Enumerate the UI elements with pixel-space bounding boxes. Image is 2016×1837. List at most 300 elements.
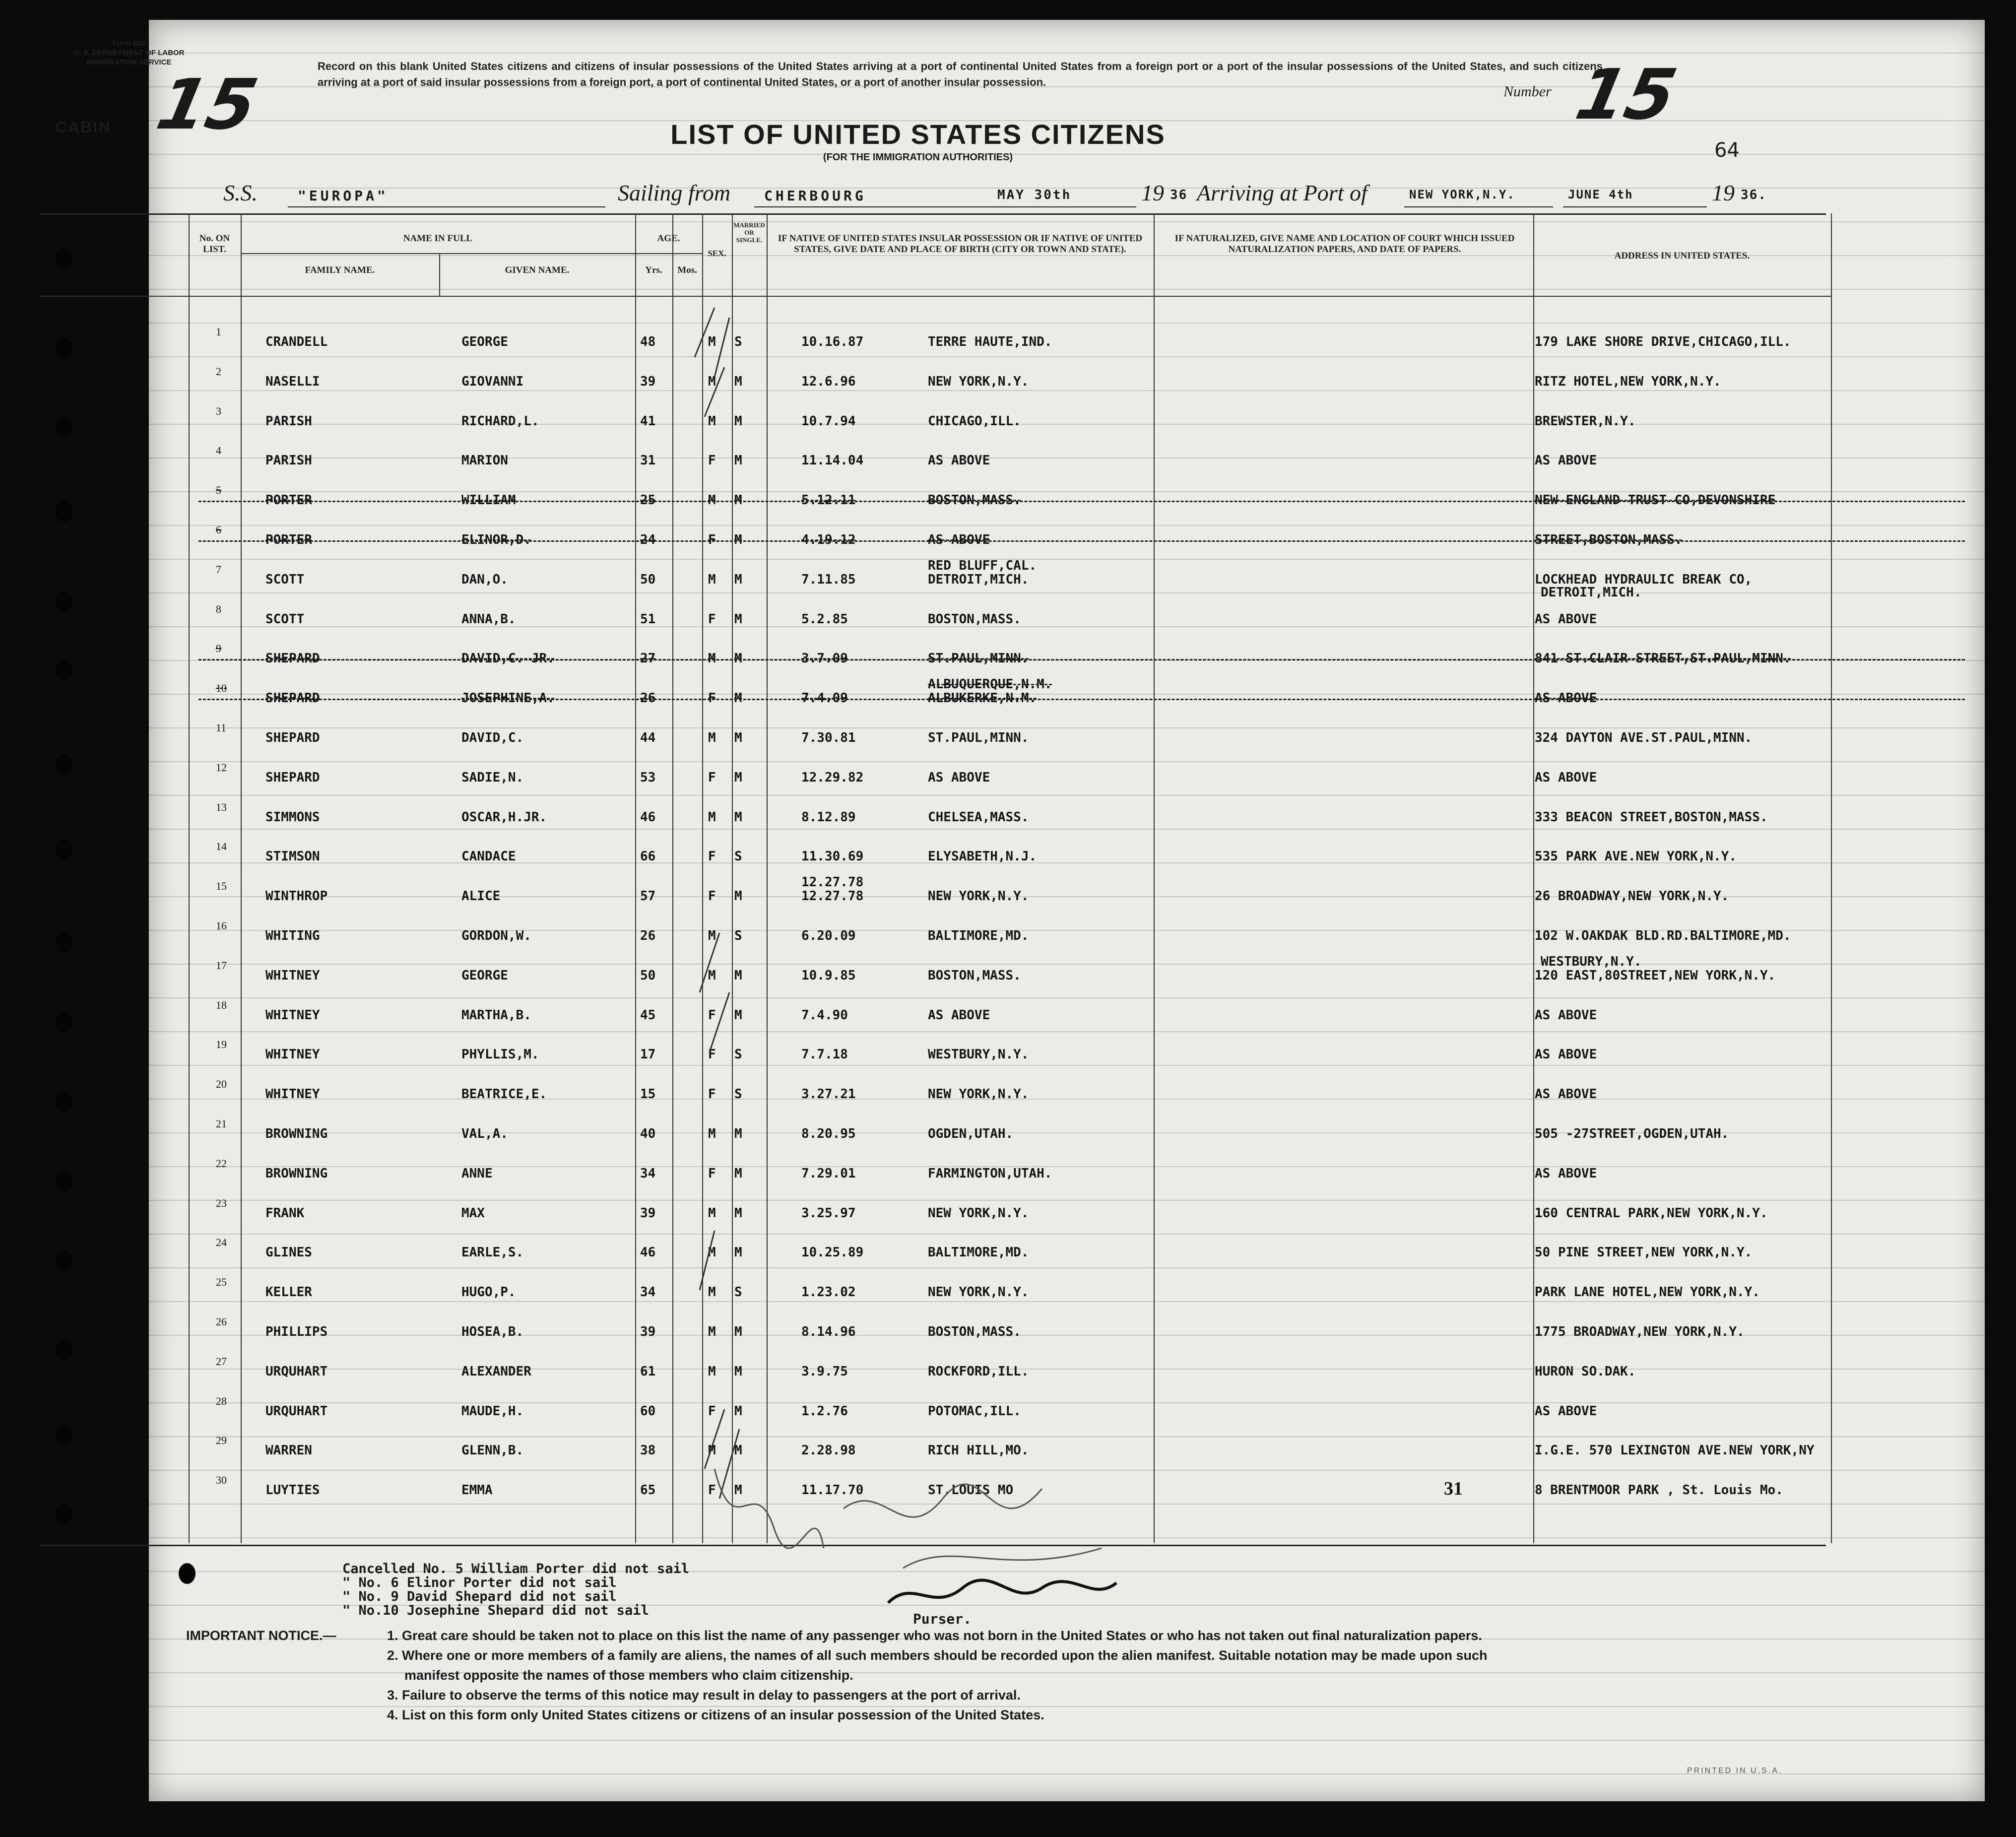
departure-date: MAY 30th	[997, 188, 1072, 202]
birth-place: NEW YORK,N.Y.	[928, 1285, 1029, 1300]
given-name: ANNA,B.	[461, 611, 516, 627]
sex: F	[708, 1007, 716, 1023]
given-name: WILLIAM	[461, 493, 516, 508]
form-identifier	[45, 39, 213, 67]
age-years: 26	[640, 691, 656, 706]
birth-place: WESTBURY,N.Y.	[928, 1047, 1029, 1062]
birth-place: CHICAGO,ILL.	[928, 413, 1021, 429]
table-row	[40, 525, 1826, 562]
family-name: SIMMONS	[265, 809, 320, 825]
header-given-name: GIVEN NAME.	[505, 265, 570, 275]
table-row	[40, 1158, 1826, 1196]
birth-date: 1.2.76	[801, 1403, 848, 1419]
header-divider	[635, 253, 702, 254]
given-name: HUGO,P.	[461, 1285, 516, 1300]
cancellation-line: " No. 9 David Shepard did not sail	[342, 1589, 617, 1604]
marital-status: M	[734, 1364, 742, 1379]
family-name: PARISH	[265, 413, 312, 429]
sex: M	[708, 1285, 716, 1300]
year-prefix: 19	[1712, 180, 1735, 205]
family-name: LUYTIES	[265, 1483, 320, 1498]
family-name: WHITING	[265, 928, 320, 943]
table-row	[40, 366, 1826, 404]
family-name: FRANK	[265, 1205, 305, 1221]
age-years: 39	[640, 374, 656, 389]
age-years: 31	[640, 453, 656, 468]
marital-status: M	[734, 1007, 742, 1023]
marital-status: M	[734, 770, 742, 785]
table-row	[40, 1000, 1826, 1038]
row-number: 29	[216, 1434, 227, 1447]
sex: M	[708, 1443, 716, 1458]
sex: F	[708, 770, 716, 785]
header-no-on-list: No. ON LIST.	[199, 233, 230, 255]
page-title: LIST OF UNITED STATES CITIZENS	[670, 119, 1166, 150]
family-name: WHITNEY	[265, 1007, 320, 1023]
age-years: 24	[640, 532, 656, 547]
given-name: GORDON,W.	[461, 928, 531, 943]
birth-date: 5.2.85	[801, 611, 848, 627]
birth-date: 11.17.70	[801, 1483, 864, 1498]
address: PARK LANE HOTEL,NEW YORK,N.Y.	[1535, 1285, 1760, 1300]
row-number: 5	[216, 484, 221, 497]
birth-date: 11.14.04	[801, 453, 864, 468]
address: AS ABOVE	[1535, 1166, 1597, 1181]
table-row	[40, 1316, 1826, 1354]
birth-place: NEW YORK,N.Y.	[928, 1205, 1029, 1221]
cancelled-strikethrough	[198, 501, 1965, 502]
marital-status: M	[734, 1126, 742, 1141]
column-divider	[1831, 213, 1832, 1543]
birth-date: 8.12.89	[801, 809, 856, 825]
ss-label: S.S.	[223, 180, 258, 205]
birth-place: BALTIMORE,MD.	[928, 1245, 1029, 1260]
birth-place: BALTIMORE,MD.	[928, 928, 1029, 943]
sex: M	[708, 730, 716, 745]
table-row	[40, 677, 1826, 721]
address: STREET,BOSTON,MASS.	[1535, 532, 1683, 547]
row-number: 1	[216, 326, 221, 338]
address: 8 BRENTMOOR PARK , St. Louis Mo.	[1535, 1483, 1783, 1498]
marital-status: M	[734, 1166, 742, 1181]
birth-date: 3.25.97	[801, 1205, 856, 1221]
row-number: 3	[216, 404, 221, 417]
address: RITZ HOTEL,NEW YORK,N.Y.	[1535, 374, 1721, 389]
given-name: DAVID,C.	[461, 730, 524, 745]
family-name: PARISH	[265, 453, 312, 468]
table-row	[40, 1237, 1826, 1275]
age-years: 17	[640, 1047, 656, 1062]
address: LOCKHEAD HYDRAULIC BREAK CO,	[1535, 572, 1753, 587]
given-name: PHYLLIS,M.	[461, 1047, 539, 1062]
header-name-in-full: NAME IN FULL	[403, 233, 473, 244]
marital-status: S	[734, 1047, 742, 1062]
marital-status: M	[734, 968, 742, 983]
family-name: KELLER	[265, 1285, 312, 1300]
marital-status: M	[734, 413, 742, 429]
sailing-line	[69, 180, 1766, 209]
age-years: 25	[640, 493, 656, 508]
check-marks	[685, 288, 784, 1499]
address: I.G.E. 570 LEXINGTON AVE.NEW YORK,NY	[1535, 1443, 1815, 1458]
table-row	[40, 1356, 1826, 1394]
row-number: 8	[216, 602, 221, 615]
address-line-2: DETROIT,MICH.	[1541, 585, 1642, 600]
marital-status: M	[734, 730, 742, 745]
birth-place: DETROIT,MICH.	[928, 572, 1029, 587]
family-name: WINTHROP	[265, 889, 328, 904]
given-name: JOSEPHINE,A.	[461, 691, 555, 706]
given-name: ANNE	[461, 1166, 493, 1181]
sex: F	[708, 611, 716, 627]
table-row	[40, 920, 1826, 958]
cabin-number: 15	[150, 65, 264, 145]
arrival-date: JUNE 4th	[1568, 188, 1633, 201]
family-name: PORTER	[265, 532, 312, 547]
birth-place: AS ABOVE	[928, 453, 990, 468]
sex: M	[708, 928, 716, 943]
birth-date: 2.28.98	[801, 1443, 856, 1458]
sex: F	[708, 1047, 716, 1062]
given-name: CANDACE	[461, 849, 516, 864]
age-years: 57	[640, 889, 656, 904]
table-row	[40, 1118, 1826, 1156]
given-name: GEORGE	[461, 334, 508, 349]
age-years: 61	[640, 1364, 656, 1379]
family-name: WARREN	[265, 1443, 312, 1458]
address: AS ABOVE	[1535, 1047, 1597, 1062]
cancellation-notes	[342, 1562, 689, 1618]
table-row	[40, 604, 1826, 642]
departure-port: CHERBOURG	[764, 188, 866, 204]
sex: M	[708, 334, 716, 349]
header-family-name: FAMILY NAME.	[305, 265, 375, 275]
birth-date: 3.9.75	[801, 1364, 848, 1379]
birth-place: RICH HILL,MO.	[928, 1443, 1029, 1458]
age-years: 50	[640, 968, 656, 983]
sex: F	[708, 691, 716, 706]
family-name: SHEPARD	[265, 770, 320, 785]
address: AS ABOVE	[1535, 1403, 1597, 1419]
given-name: RICHARD,L.	[461, 413, 539, 429]
family-name: WHITNEY	[265, 1087, 320, 1102]
given-name: MARION	[461, 453, 508, 468]
family-name: SHEPARD	[265, 691, 320, 706]
list-number: 15	[1569, 55, 1684, 135]
address: AS ABOVE	[1535, 1007, 1597, 1023]
birth-place: ROCKFORD,ILL.	[928, 1364, 1029, 1379]
birth-place: AS ABOVE	[928, 532, 990, 547]
age-years: 51	[640, 611, 656, 627]
birth-date: 7.29.01	[801, 1166, 856, 1181]
sex: M	[708, 651, 716, 666]
birth-date: 3.27.21	[801, 1087, 856, 1102]
row-number: 14	[216, 840, 227, 853]
table-row	[40, 1198, 1826, 1236]
row-number: 17	[216, 959, 227, 972]
marital-status: M	[734, 1443, 742, 1458]
age-years: 46	[640, 1245, 656, 1260]
table-row	[40, 1079, 1826, 1116]
family-name: WHITNEY	[265, 1047, 320, 1062]
purser-label: Purser.	[913, 1611, 972, 1627]
birth-date: 3.7.09	[801, 651, 848, 666]
given-name: GEORGE	[461, 968, 508, 983]
underline	[1404, 206, 1553, 207]
sex: M	[708, 968, 716, 983]
header-sex: SEX.	[708, 249, 726, 258]
row-number: 4	[216, 444, 221, 457]
table-row	[40, 643, 1826, 681]
marital-status: M	[734, 809, 742, 825]
given-name: MARTHA,B.	[461, 1007, 531, 1023]
row-number: 15	[216, 880, 227, 893]
birth-date: 11.30.69	[801, 849, 864, 864]
birth-date: 12.27.78	[801, 889, 864, 904]
given-name: GLENN,B.	[461, 1443, 524, 1458]
family-name: SHEPARD	[265, 651, 320, 666]
printed-mark: PRINTED IN U.S.A.	[1687, 1767, 1783, 1775]
birth-place: ST.PAUL,MINN.	[928, 730, 1029, 745]
birth-date: 6.20.09	[801, 928, 856, 943]
address: 505 -27STREET,OGDEN,UTAH.	[1535, 1126, 1729, 1141]
birth-place-correction: RED BLUFF,CAL.	[928, 558, 1037, 573]
row-number: 11	[216, 722, 227, 734]
address: AS ABOVE	[1535, 770, 1597, 785]
cancelled-strikethrough	[198, 540, 1965, 542]
birth-date: 10.9.85	[801, 968, 856, 983]
birth-place: ELYSABETH,N.J.	[928, 849, 1037, 864]
marital-status: S	[734, 928, 742, 943]
cancelled-strikethrough	[198, 699, 1965, 700]
age-years: 60	[640, 1403, 656, 1419]
cancellation-line: Cancelled No. 5 William Porter did not sail	[342, 1561, 689, 1576]
birth-date: 7.4.09	[801, 691, 848, 706]
family-name: PORTER	[265, 493, 312, 508]
row-number: 9	[216, 642, 221, 655]
birth-place: ST.PAUL,MINN.	[928, 651, 1029, 666]
address: AS ABOVE	[1535, 1087, 1597, 1102]
address: 1775 BROADWAY,NEW YORK,N.Y.	[1535, 1324, 1745, 1339]
header-address: ADDRESS IN UNITED STATES.	[1614, 251, 1750, 261]
family-name: PHILLIPS	[265, 1324, 328, 1339]
table-row	[40, 841, 1826, 879]
age-years: 41	[640, 413, 656, 429]
sex: M	[708, 493, 716, 508]
birth-date: 8.20.95	[801, 1126, 856, 1141]
sex: M	[708, 374, 716, 389]
sex: M	[708, 809, 716, 825]
birth-date: 7.4.90	[801, 1007, 848, 1023]
sex: F	[708, 1087, 716, 1102]
given-name: MAUDE,H.	[461, 1403, 524, 1419]
given-name: DAN,O.	[461, 572, 508, 587]
marital-status: M	[734, 493, 742, 508]
birth-date: 4.19.12	[801, 532, 856, 547]
given-name: EMMA	[461, 1483, 493, 1498]
address: 179 LAKE SHORE DRIVE,CHICAGO,ILL.	[1535, 334, 1791, 349]
row-number: 19	[216, 1038, 227, 1051]
row-number: 26	[216, 1315, 227, 1328]
sex: M	[708, 1126, 716, 1141]
birth-place: POTOMAC,ILL.	[928, 1403, 1021, 1419]
row-number: 22	[216, 1157, 227, 1170]
age-years: 26	[640, 928, 656, 943]
sex: M	[708, 1205, 716, 1221]
department-name: U. S. DEPARTMENT OF LABOR	[73, 49, 185, 57]
address: 324 DAYTON AVE.ST.PAUL,MINN.	[1535, 730, 1753, 745]
sex: F	[708, 1403, 716, 1419]
age-years: 66	[640, 849, 656, 864]
punch-hole	[179, 1563, 195, 1584]
sex: F	[708, 1166, 716, 1181]
address: 841 ST.CLAIR STREET,ST.PAUL,MINN.	[1535, 651, 1791, 666]
row-number: 28	[216, 1394, 227, 1407]
marital-status: M	[734, 889, 742, 904]
address: HURON SO.DAK.	[1535, 1364, 1636, 1379]
header-years: Yrs.	[645, 265, 662, 275]
birth-date: 7.30.81	[801, 730, 856, 745]
page-mark: 64	[1714, 139, 1740, 162]
age-years: 50	[640, 572, 656, 587]
row-number: 7	[216, 563, 221, 576]
birth-place: BOSTON,MASS.	[928, 1324, 1021, 1339]
row-number: 18	[216, 998, 227, 1011]
age-years: 39	[640, 1324, 656, 1339]
header-birth-place: IF NATIVE OF UNITED STATES INSULAR POSSESSION OR IF NATIVE OF UNITED STATES, GIVE DATE AND PLACE OF BIRTH (CITY OR TOWN AND STATE).	[778, 233, 1143, 255]
row-number: 16	[216, 919, 227, 932]
row-number: 20	[216, 1078, 227, 1091]
birth-date: 10.25.89	[801, 1245, 864, 1260]
address: 535 PARK AVE.NEW YORK,N.Y.	[1535, 849, 1737, 864]
arriving-label: Arriving at Port of	[1197, 180, 1367, 205]
family-name: CRANDELL	[265, 334, 328, 349]
address: 160 CENTRAL PARK,NEW YORK,N.Y.	[1535, 1205, 1768, 1221]
given-name: OSCAR,H.JR.	[461, 809, 547, 825]
address: 102 W.OAKDAK BLD.RD.BALTIMORE,MD.	[1535, 928, 1791, 943]
family-name: BROWNING	[265, 1166, 328, 1181]
table-row	[40, 406, 1826, 444]
marital-status: M	[734, 1403, 742, 1419]
sex: F	[708, 889, 716, 904]
marital-status: M	[734, 1245, 742, 1260]
table-row	[40, 1277, 1826, 1314]
birth-date: 5.12.11	[801, 493, 856, 508]
sex: F	[708, 453, 716, 468]
birth-place: ALBUKERKE,N.M.	[928, 691, 1037, 706]
address-correction: WESTBURY,N.Y.	[1541, 954, 1642, 969]
header-naturalization: IF NATURALIZED, GIVE NAME AND LOCATION OF COURT WHICH ISSUED NATURALIZATION PAPERS, AND DATE OF PAPERS.	[1174, 233, 1515, 255]
table-row	[40, 327, 1826, 364]
given-name: ELINOR,D.	[461, 532, 531, 547]
birth-place: OGDEN,UTAH.	[928, 1126, 1014, 1141]
form-number: Form 630	[112, 39, 146, 48]
given-name: BEATRICE,E.	[461, 1087, 547, 1102]
birth-date: 10.16.87	[801, 334, 864, 349]
row-number: 2	[216, 365, 221, 378]
record-instructions: Record on this blank United States citizens and citizens of insular possessions of the United States arriving at a port of continental United States from a foreign port or a port of the insular possessions of the United States, and such citizens arriving at a port of said insular possessions from a foreign port, a port of continental United States, or a port of another insular possession.	[318, 60, 1603, 88]
address: AS ABOVE	[1535, 611, 1597, 627]
header-age: AGE.	[657, 233, 680, 244]
family-name: BROWNING	[265, 1126, 328, 1141]
birth-place: BOSTON,MASS.	[928, 968, 1021, 983]
arrival-port: NEW YORK,N.Y.	[1409, 188, 1515, 201]
table-row	[40, 762, 1826, 800]
header-divider	[40, 296, 1831, 297]
birth-place: AS ABOVE	[928, 770, 990, 785]
table-row	[40, 558, 1826, 602]
page-subtitle: (FOR THE IMMIGRATION AUTHORITIES)	[823, 152, 1013, 163]
row-number: 27	[216, 1355, 227, 1368]
sex: M	[708, 572, 716, 587]
marital-status: M	[734, 374, 742, 389]
sex: F	[708, 849, 716, 864]
given-name: HOSEA,B.	[461, 1324, 524, 1339]
table-row	[40, 722, 1826, 760]
birth-place-correction: ALBUQUERQUE,N.M.	[928, 677, 1052, 692]
notice-item: 1. Great care should be taken not to place on this list the name of any passenger who was not born in the United States or who has not taken out final naturalization papers.	[387, 1628, 1482, 1643]
given-name: DAVID,C. JR.	[461, 651, 555, 666]
family-name: NASELLI	[265, 374, 320, 389]
birth-date: 7.11.85	[801, 572, 856, 587]
row-number: 21	[216, 1117, 227, 1130]
birth-place: BOSTON,MASS.	[928, 611, 1021, 627]
given-name: ALICE	[461, 889, 501, 904]
marital-status: M	[734, 1483, 742, 1498]
cancellation-line: " No.10 Josephine Shepard did not sail	[342, 1603, 649, 1618]
address: 333 BEACON STREET,BOSTON,MASS.	[1535, 809, 1768, 825]
notice-item: 3. Failure to observe the terms of this notice may result in delay to passengers at the port of arrival.	[387, 1688, 1021, 1703]
cancellation-line: " No. 6 Elinor Porter did not sail	[342, 1575, 617, 1590]
age-years: 38	[640, 1443, 656, 1458]
given-name: GIOVANNI	[461, 374, 524, 389]
year-suffix: 36.	[1741, 188, 1767, 202]
birth-place: ST.LOUIS MO	[928, 1483, 1014, 1498]
address: 120 EAST,80STREET,NEW YORK,N.Y.	[1535, 968, 1776, 983]
header-married-single: MARRIED OR SINGLE.	[733, 221, 765, 244]
table-row	[40, 1039, 1826, 1077]
family-name: SHEPARD	[265, 730, 320, 745]
underline	[1563, 206, 1707, 207]
row-number: 23	[216, 1196, 227, 1209]
year-suffix: 36	[1170, 188, 1188, 202]
age-years: 45	[640, 1007, 656, 1023]
family-name: URQUHART	[265, 1403, 328, 1419]
given-name: EARLE,S.	[461, 1245, 524, 1260]
notice-item: 2. Where one or more members of a family are aliens, the names of all such members should be recorded upon the alien manifest. Suitable notation may be made upon such	[387, 1648, 1488, 1663]
marital-status: M	[734, 651, 742, 666]
birth-date: 10.7.94	[801, 413, 856, 429]
address: 26 BROADWAY,NEW YORK,N.Y.	[1535, 889, 1729, 904]
marital-status: S	[734, 849, 742, 864]
marital-status: M	[734, 1324, 742, 1339]
birth-place: NEW YORK,N.Y.	[928, 1087, 1029, 1102]
marital-status: S	[734, 1087, 742, 1102]
age-years: 40	[640, 1126, 656, 1141]
age-years: 65	[640, 1483, 656, 1498]
sex: M	[708, 1245, 716, 1260]
given-name: VAL,A.	[461, 1126, 508, 1141]
birth-date-correction: 12.27.78	[801, 875, 864, 890]
underline	[288, 206, 605, 207]
marital-status: M	[734, 453, 742, 468]
ship-name: "EUROPA"	[298, 188, 389, 204]
table-row	[40, 802, 1826, 840]
birth-place: NEW YORK,N.Y.	[928, 374, 1029, 389]
row-number: 24	[216, 1236, 227, 1249]
marital-status: M	[734, 532, 742, 547]
row-number: 13	[216, 800, 227, 813]
